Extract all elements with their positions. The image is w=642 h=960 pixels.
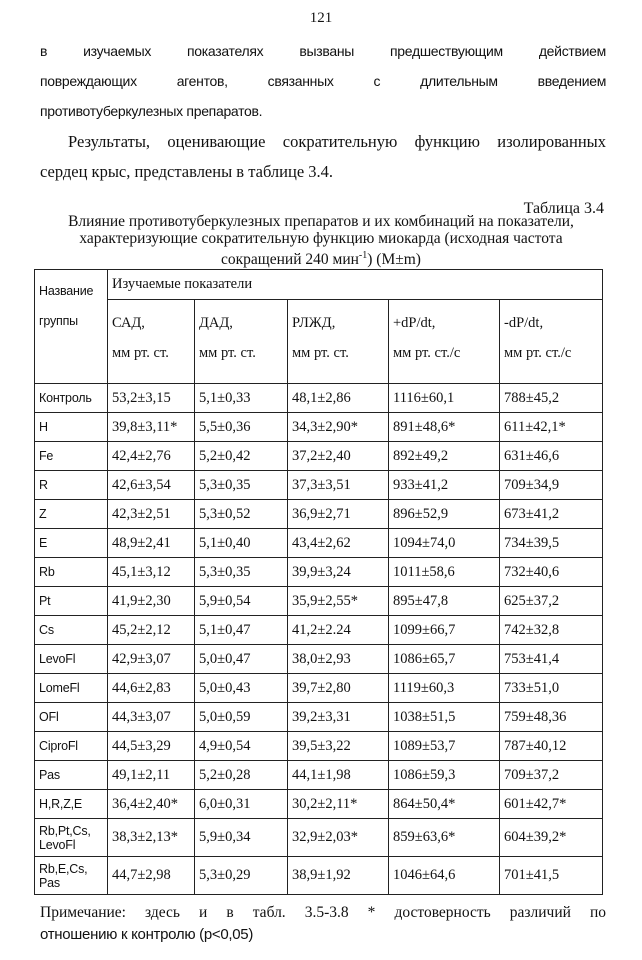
table-row: [35, 616, 603, 645]
row-group-name: Rb,Pt,Cs, LevoFl: [35, 819, 108, 857]
row-group-name: Z: [35, 500, 108, 529]
table-cell: 5,9±0,34: [195, 819, 288, 857]
column-name: +dP/dt,: [393, 315, 436, 331]
table-cell: 5,2±0,42: [195, 442, 288, 471]
paragraph-2-line-2: сердец крыс, представлены в таблице 3.4.: [40, 162, 334, 181]
row-group-name: H: [35, 413, 108, 442]
table-cell: 701±41,5: [500, 857, 603, 895]
table-cell: 44,5±3,29: [108, 732, 195, 761]
row-group-name: Cs: [35, 616, 108, 645]
table-cell: 859±63,6*: [389, 819, 500, 857]
table-cell: 53,2±3,15: [108, 384, 195, 413]
table-cell: 5,3±0,29: [195, 857, 288, 895]
table-label: Таблица 3.4: [523, 200, 604, 217]
table-cell: 625±37,2: [500, 587, 603, 616]
column-header: [389, 300, 500, 384]
table-cell: 44,7±2,98: [108, 857, 195, 895]
table-cell: 49,1±2,11: [108, 761, 195, 790]
table-row: [35, 732, 603, 761]
table-cell: 1038±51,5: [389, 703, 500, 732]
table-header-row: [35, 270, 603, 300]
table-cell: 5,2±0,28: [195, 761, 288, 790]
row-group-name: Pas: [35, 761, 108, 790]
column-name: САД,: [112, 315, 145, 331]
table-row: [35, 587, 603, 616]
table-cell: 1094±74,0: [389, 529, 500, 558]
word: показателях: [187, 43, 264, 59]
table-cell: 5,1±0,33: [195, 384, 288, 413]
table-row: [35, 703, 603, 732]
table-row: [35, 674, 603, 703]
column-header: [288, 300, 389, 384]
table-cell: 41,9±2,30: [108, 587, 195, 616]
row-group-name: Pt: [35, 587, 108, 616]
table-cell: 1011±58,6: [389, 558, 500, 587]
caption-text: сокращений 240 мин: [221, 251, 359, 269]
table-cell: 5,1±0,47: [195, 616, 288, 645]
table-cell: 732±40,6: [500, 558, 603, 587]
row-group-name: OFl: [35, 703, 108, 732]
paragraph-2-line-1: Результаты, оценивающие сократительную функцию изолированных: [68, 132, 606, 151]
table-cell: 5,1±0,40: [195, 529, 288, 558]
table-note: [40, 902, 606, 946]
table-cell: 36,9±2,71: [288, 500, 389, 529]
table-cell: 44,3±3,07: [108, 703, 195, 732]
table-cell: 5,0±0,43: [195, 674, 288, 703]
table-cell: 1046±64,6: [389, 857, 500, 895]
column-unit: мм рт. ст./с: [504, 345, 572, 361]
table-cell: 39,5±3,22: [288, 732, 389, 761]
table-cell: 38,0±2,93: [288, 645, 389, 674]
word: длительным: [420, 73, 498, 89]
page-number: 121: [309, 10, 333, 26]
table-cell: 1119±60,3: [389, 674, 500, 703]
table-cell: 30,2±2,11*: [288, 790, 389, 819]
row-group-name: R: [35, 471, 108, 500]
header-group-line: Название: [39, 284, 94, 298]
row-group-name: LevoFl: [35, 645, 108, 674]
table-subheader-row: [35, 300, 603, 384]
table-cell: 43,4±2,62: [288, 529, 389, 558]
table-cell: 38,3±2,13*: [108, 819, 195, 857]
caption-line-2: характеризующие сократительную функцию миокарда (исходная частота: [79, 230, 563, 247]
word: изучаемых: [83, 43, 152, 59]
row-group-name: Fe: [35, 442, 108, 471]
row-group-name: Rb: [35, 558, 108, 587]
paragraph-1-line-3: противотуберкулезных препаратов.: [40, 103, 263, 119]
table-cell: 37,3±3,51: [288, 471, 389, 500]
paragraph-1-line-1: [40, 36, 606, 66]
column-name: РЛЖД,: [292, 315, 336, 331]
row-group-name: LomeFl: [35, 674, 108, 703]
table-row: [35, 413, 603, 442]
table-cell: 631±46,6: [500, 442, 603, 471]
table-cell: 1116±60,1: [389, 384, 500, 413]
table-cell: 37,2±2,40: [288, 442, 389, 471]
word: повреждающих: [40, 73, 137, 89]
table-row: [35, 500, 603, 529]
word: агентов,: [176, 73, 228, 89]
table-cell: 44,6±2,83: [108, 674, 195, 703]
column-header: [500, 300, 603, 384]
table-cell: 42,9±3,07: [108, 645, 195, 674]
table-cell: 32,9±2,03*: [288, 819, 389, 857]
row-group-name: H,R,Z,E: [35, 790, 108, 819]
table-cell: 5,3±0,35: [195, 558, 288, 587]
paragraph-1: [40, 36, 606, 126]
table-cell: 673±41,2: [500, 500, 603, 529]
table-cell: 892±49,2: [389, 442, 500, 471]
table-caption: [30, 213, 612, 268]
table-cell: 1086±59,3: [389, 761, 500, 790]
table-cell: 5,5±0,36: [195, 413, 288, 442]
table-cell: 45,1±3,12: [108, 558, 195, 587]
table-cell: 896±52,9: [389, 500, 500, 529]
table-cell: 48,1±2,86: [288, 384, 389, 413]
column-unit: мм рт. ст.: [199, 345, 256, 361]
column-header: [108, 300, 195, 384]
column-unit: мм рт. ст./с: [393, 345, 461, 361]
table-cell: 1086±65,7: [389, 645, 500, 674]
table-cell: 35,9±2,55*: [288, 587, 389, 616]
caption-line-1: Влияние противотуберкулезных препаратов и их комбинаций на показатели,: [68, 213, 574, 230]
table-cell: 39,9±3,24: [288, 558, 389, 587]
table-row: [35, 790, 603, 819]
table-cell: 39,7±2,80: [288, 674, 389, 703]
table-row: [35, 819, 603, 857]
paragraph-1-line-2: [40, 66, 606, 96]
row-group-name: Rb,E,Cs, Pas: [35, 857, 108, 895]
row-group-name: E: [35, 529, 108, 558]
word: действием: [538, 43, 606, 59]
table-cell: 42,6±3,54: [108, 471, 195, 500]
word: связанных: [267, 73, 334, 89]
table-cell: 864±50,4*: [389, 790, 500, 819]
word: в: [40, 43, 48, 59]
table-cell: 39,2±3,31: [288, 703, 389, 732]
note-line-1: Примечание: здесь и в табл. 3.5-3.8 * достоверность различий по: [40, 904, 606, 921]
word: вызваны: [299, 43, 355, 59]
note-line-2: отношению к контролю (p<0,05): [40, 926, 254, 943]
table-cell: 601±42,7*: [500, 790, 603, 819]
column-unit: мм рт. ст.: [112, 345, 169, 361]
table-cell: 39,8±3,11*: [108, 413, 195, 442]
table-cell: 5,0±0,47: [195, 645, 288, 674]
word: с: [373, 73, 381, 89]
table-cell: 36,4±2,40*: [108, 790, 195, 819]
column-header: [195, 300, 288, 384]
column-name: -dP/dt,: [504, 315, 544, 331]
table-cell: 604±39,2*: [500, 819, 603, 857]
table-row: [35, 761, 603, 790]
table-cell: 895±47,8: [389, 587, 500, 616]
table-cell: 5,0±0,59: [195, 703, 288, 732]
header-studied: Изучаемые показатели: [108, 270, 603, 300]
table-cell: 759±48,36: [500, 703, 603, 732]
table-cell: 42,4±2,76: [108, 442, 195, 471]
caption-superscript: -1: [358, 250, 368, 261]
table-cell: 4,9±0,54: [195, 732, 288, 761]
row-group-name: CiproFl: [35, 732, 108, 761]
table-cell: 5,3±0,52: [195, 500, 288, 529]
caption-text: ) (M±m): [367, 251, 421, 269]
table-cell: 709±34,9: [500, 471, 603, 500]
column-unit: мм рт. ст.: [292, 345, 349, 361]
table-cell: 734±39,5: [500, 529, 603, 558]
table-body: [35, 384, 603, 895]
header-group-line: группы: [39, 314, 78, 328]
table-cell: 753±41,4: [500, 645, 603, 674]
table-cell: 5,9±0,54: [195, 587, 288, 616]
table-row: [35, 384, 603, 413]
table-cell: 933±41,2: [389, 471, 500, 500]
table-cell: 709±37,2: [500, 761, 603, 790]
table-cell: 48,9±2,41: [108, 529, 195, 558]
paragraph-2: [40, 127, 606, 187]
table-cell: 742±32,8: [500, 616, 603, 645]
table-cell: 1089±53,7: [389, 732, 500, 761]
table-row: [35, 645, 603, 674]
table-row: [35, 529, 603, 558]
data-table: [34, 269, 603, 895]
column-name: ДАД,: [199, 315, 233, 331]
table-cell: 6,0±0,31: [195, 790, 288, 819]
table-cell: 788±45,2: [500, 384, 603, 413]
table-cell: 611±42,1*: [500, 413, 603, 442]
table-cell: 38,9±1,92: [288, 857, 389, 895]
table-row: [35, 857, 603, 895]
table-cell: 1099±66,7: [389, 616, 500, 645]
table-cell: 41,2±2.24: [288, 616, 389, 645]
row-group-name: Контроль: [35, 384, 108, 413]
word: введением: [537, 73, 607, 89]
table-cell: 44,1±1,98: [288, 761, 389, 790]
table-row: [35, 471, 603, 500]
table-cell: 42,3±2,51: [108, 500, 195, 529]
word: предшествующим: [390, 43, 503, 59]
table-cell: 787±40,12: [500, 732, 603, 761]
table-cell: 5,3±0,35: [195, 471, 288, 500]
table-cell: 891±48,6*: [389, 413, 500, 442]
header-group-name: [35, 270, 108, 384]
table-row: [35, 442, 603, 471]
table-row: [35, 558, 603, 587]
table-cell: 34,3±2,90*: [288, 413, 389, 442]
table-cell: 45,2±2,12: [108, 616, 195, 645]
table-cell: 733±51,0: [500, 674, 603, 703]
caption-line-3: [30, 247, 612, 268]
